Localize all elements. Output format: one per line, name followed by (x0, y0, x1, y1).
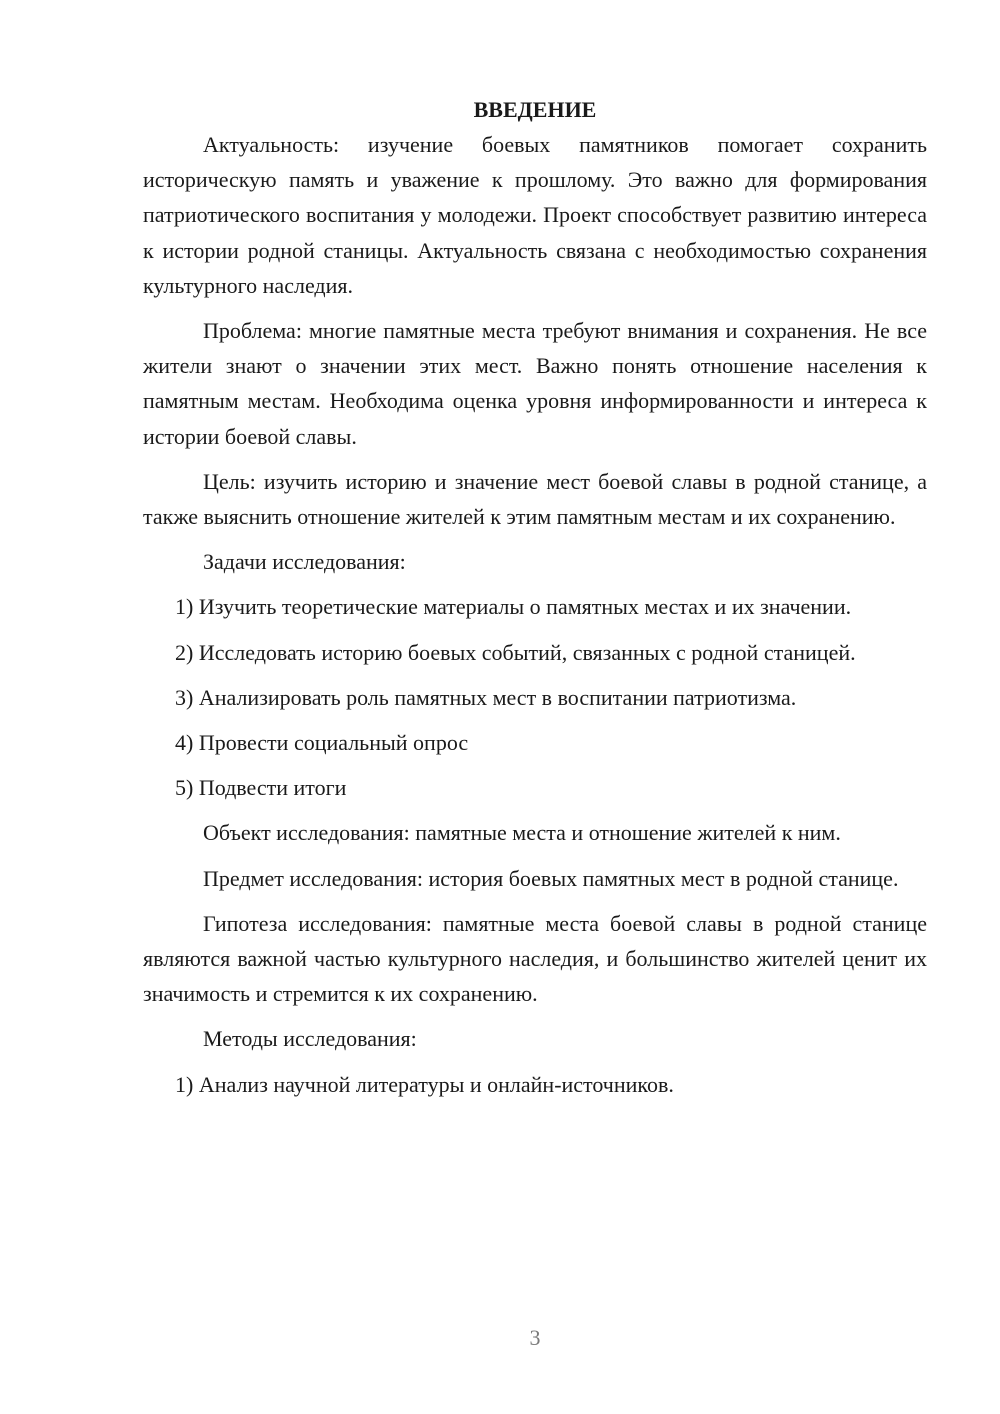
methods-heading: Методы исследования: (203, 1026, 417, 1052)
task-item-1: 1) Изучить теоретические материалы о памятных местах и их значении. (175, 594, 852, 620)
tasks-heading: Задачи исследования: (203, 549, 406, 575)
task-item-3: 3) Анализировать роль памятных мест в воспитании патриотизма. (175, 684, 797, 710)
document-page (143, 92, 927, 1112)
goal-paragraph: Цель: изучить историю и значение мест боевой славы в родной станице, а также выяснить отношение жителей к этим памятным местам и их сохранению. (143, 468, 927, 530)
object-paragraph: Объект исследования: памятные места и отношение жителей к ним. (203, 820, 841, 846)
document-title: ВВЕДЕНИЕ (473, 97, 597, 122)
task-item-2: 2) Исследовать историю боевых событий, связанных с родной станицей. (175, 639, 856, 665)
hypothesis-paragraph: Гипотеза исследования: памятные места боевой славы в родной станице являются важной частью культурного наследия, и большинство жителей ценит их значимость и стремится к их сохранению. (143, 910, 927, 1007)
relevance-paragraph: Актуальность: изучение боевых памятников помогает сохранить историческую память и уважение к прошлому. Это важно для формирования патриотического воспитания у молодежи. Проект способствует развитию интереса к истории родной станицы. Актуальность связана с необходимостью сохранения культурного наследия. (143, 132, 927, 298)
page-number: 3 (529, 1325, 541, 1350)
task-item-4: 4) Провести социальный опрос (175, 730, 469, 756)
task-item-5: 5) Подвести итоги (175, 775, 347, 801)
subject-paragraph: Предмет исследования: история боевых памятных мест в родной станице. (203, 865, 899, 891)
problem-paragraph: Проблема: многие памятные места требуют внимания и сохранения. Не все жители знают о значении этих мест. Важно понять отношение населения к памятным местам. Необходима оценка уровня информированности и интереса к истории боевой славы. (143, 318, 927, 449)
method-item-1: 1) Анализ научной литературы и онлайн-источников. (175, 1071, 674, 1097)
